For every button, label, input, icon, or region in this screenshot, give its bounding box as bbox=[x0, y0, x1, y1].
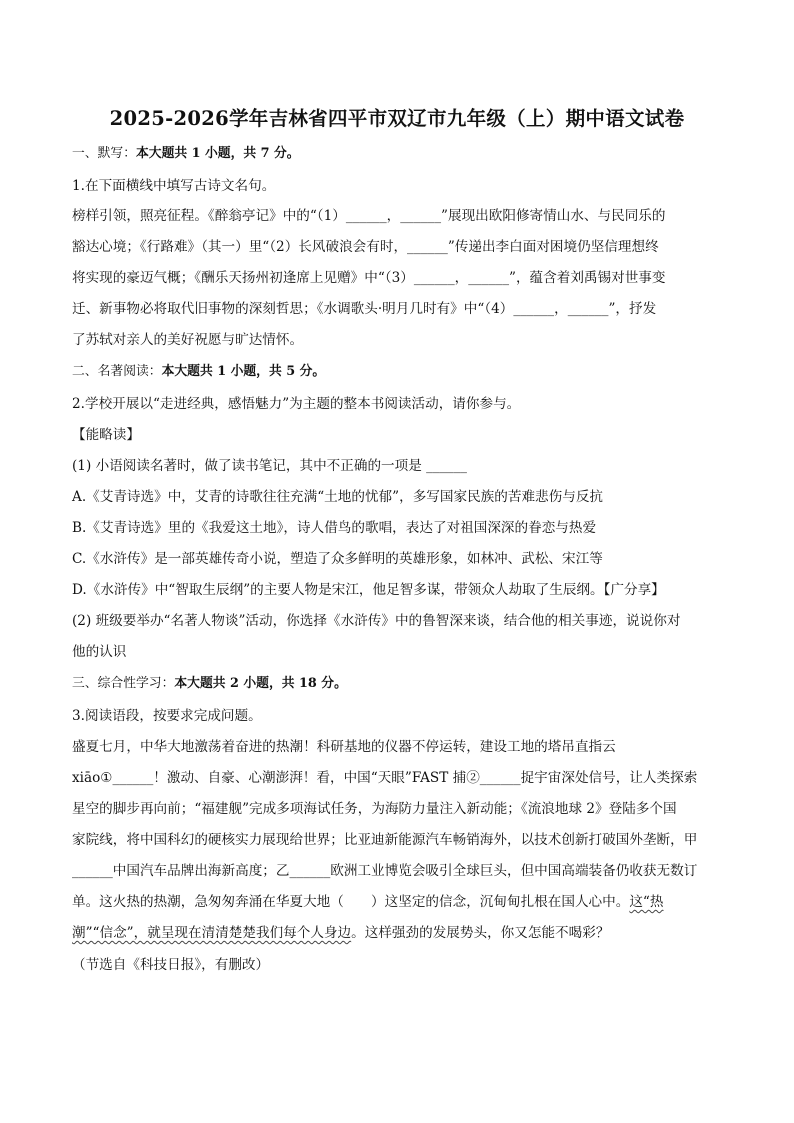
passage-source: （节选自《科技日报》，有删改） bbox=[72, 957, 270, 973]
passage-line: 星空的脚步再向前；“福建舰”完成多项海试任务，为海防力量注入新动能；《流浪地球 2》登陆多个国 bbox=[72, 801, 677, 817]
passage-text: 。这样强劲的发展势头，你又怎能不喝彩？ bbox=[351, 925, 610, 941]
question-2-stem: 2.学校开展以“走进经典，感悟魅力”为主题的整本书阅读活动，请你参与。 bbox=[72, 396, 521, 412]
section-3-heading bbox=[72, 674, 347, 694]
passage-line: 家院线，将中国科幻的硬核实力展现给世界；比亚迪新能源汽车畅销海外，以技术创新打破国外垄断，甲 bbox=[72, 832, 698, 848]
option-c: C.《水浒传》是一部英雄传奇小说，塑造了众多鲜明的英雄形象，如林冲、武松、宋江等 bbox=[72, 551, 603, 567]
question-1-line: 豁达心境；《行路难》（其一）里“（2）长风破浪会有时，______”传递出李白面对困境仍坚信理想终 bbox=[72, 239, 659, 255]
question-3-stem: 3.阅读语段，按要求完成问题。 bbox=[72, 708, 262, 724]
question-2-sub1: (1) 小语阅读名著时，做了读书笔记，其中不正确的一项是 ______ bbox=[72, 458, 467, 474]
section-1-heading bbox=[72, 144, 300, 164]
section-desc: 本大题共 1 小题，共 5 分。 bbox=[161, 364, 326, 379]
passage-line: xiāo①______！激动、自豪、心潮澎湃！看，中国“天眼”FAST 捕②______捉宇宙深处信号，让人类探索 bbox=[72, 770, 698, 786]
passage-line bbox=[72, 892, 663, 912]
page-title: 2025-2026学年吉林省四平市双辽市九年级（上）期中语文试卷 bbox=[109, 107, 685, 130]
option-d: D.《水浒传》中“智取生辰纲”的主要人物是宋江，他足智多谋，带领众人劫取了生辰纲。【广分享】 bbox=[72, 582, 665, 598]
wavy-underlined-text: 潮”“信念”，就呈现在清清楚楚我们每个人身边 bbox=[72, 925, 352, 941]
question-1-stem: 1.在下面横线中填写古诗文名句。 bbox=[72, 178, 276, 194]
question-2-sub2: (2) 班级要举办“名著人物谈”活动，你选择《水浒传》中的鲁智深来谈，结合他的相关事迹，说说你对 bbox=[72, 613, 681, 629]
question-1-line: 将实现的豪迈气概；《酬乐天扬州初逢席上见赠》中“（3）______，______”，蕴含着刘禹锡对世事变 bbox=[72, 270, 666, 286]
section-desc: 本大题共 2 小题，共 18 分。 bbox=[174, 676, 347, 691]
passage-line: ______中国汽车品牌出海新高度；乙______欧洲工业博览会吸引全球巨头，但中国高端装备仍收获无数订 bbox=[72, 863, 698, 879]
option-a: A.《艾青诗选》中，艾青的诗歌往往充满“土地的忧郁”，多写国家民族的苦难悲伤与反抗 bbox=[72, 489, 604, 505]
section-label: 三、综合性学习： bbox=[72, 676, 175, 691]
question-2-sub2: 他的认识 bbox=[72, 644, 127, 660]
passage-line: 盛夏七月，中华大地激荡着奋进的热潮！科研基地的仪器不停运转，建设工地的塔吊直指云 bbox=[72, 739, 616, 755]
wavy-underlined-text: 这“热 bbox=[629, 894, 664, 910]
section-label: 二、名著阅读： bbox=[72, 364, 162, 379]
option-b: B.《艾青诗选》里的《我爱这土地》，诗人借鸟的歌唱，表达了对祖国深深的眷恋与热爱 bbox=[72, 520, 597, 536]
section-desc: 本大题共 1 小题，共 7 分。 bbox=[135, 146, 300, 161]
question-2-tag: 【能略读】 bbox=[72, 427, 140, 443]
question-1-line: 迁、新事物必将取代旧事物的深刻哲思；《水调歌头·明月几时有》中“（4）______，______”，抒发 bbox=[72, 301, 657, 317]
section-label: 一、默写： bbox=[72, 146, 136, 161]
passage-text: 单。这火热的热潮，急匆匆奔涌在华夏大地（ ）这坚定的信念，沉甸甸扎根在国人心中。 bbox=[72, 894, 630, 910]
passage-line bbox=[72, 923, 609, 943]
question-1-line: 榜样引领，照亮征程。《醉翁亭记》中的“（1）______，______”展现出欧阳修寄情山水、与民同乐的 bbox=[72, 208, 666, 224]
section-2-heading bbox=[72, 362, 325, 382]
question-1-line: 了苏轼对亲人的美好祝愿与旷达情怀。 bbox=[72, 332, 304, 348]
